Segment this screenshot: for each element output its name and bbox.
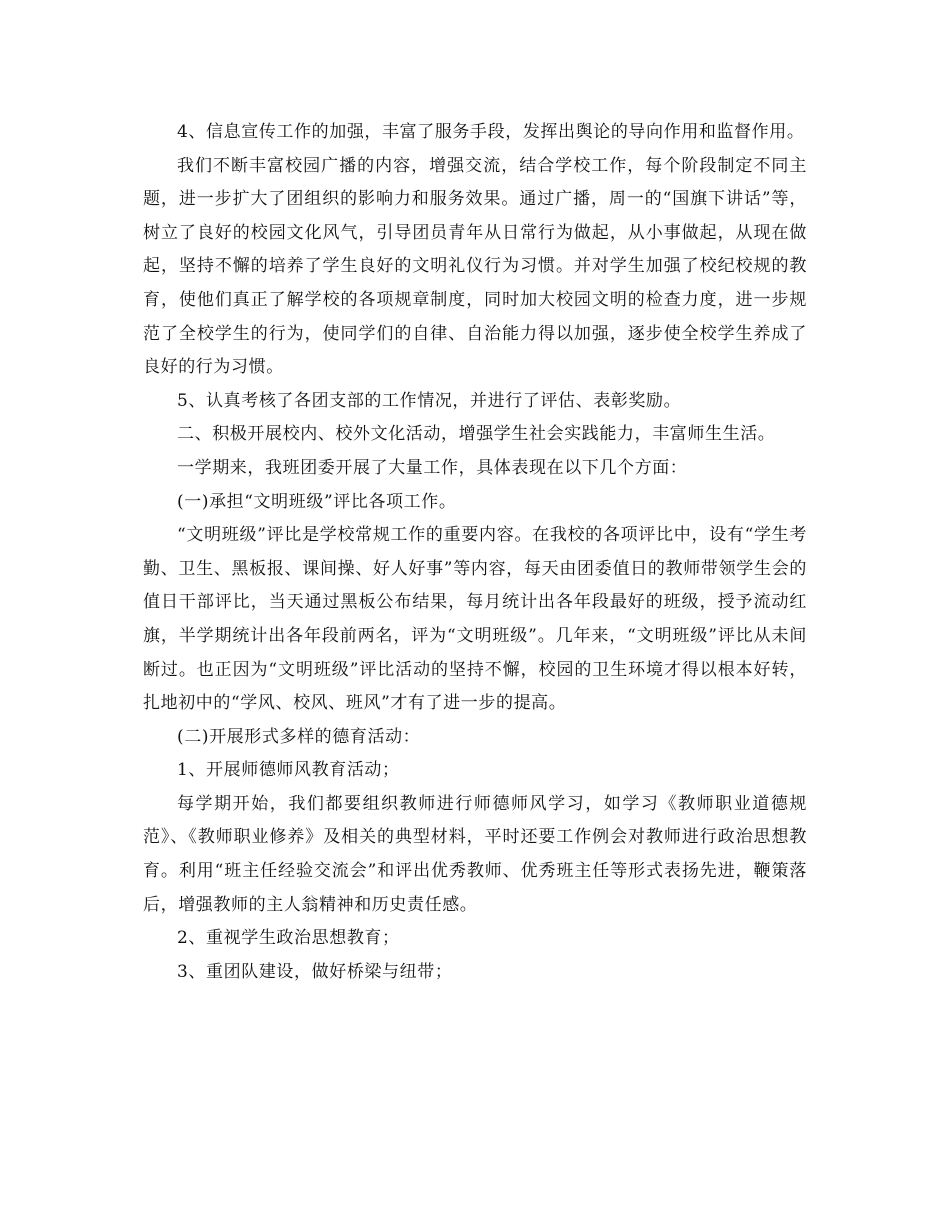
- paragraph-item-4: 4、信息宣传工作的加强，丰富了服务手段，发挥出舆论的导向作用和监督作用。: [177, 122, 805, 142]
- paragraph-student-education: 2、重视学生政治思想教育；: [177, 928, 400, 949]
- paragraph-campus-broadcast: 我们不断丰富校园广播的内容，增强交流，结合学校工作，每个阶段制定不同主题，进一步扩大了团组织的影响力和服务效果。通过广播，周一的“国旗下讲话”等，树立了良好的校园文化风气，引导团员青年从日常行为做起，从小事做起，从现在做起，坚持不懈的培养了学生良好的文明礼仪行为习惯。并对学生加强了校纪校规的教育，使他们真正了解学校的各项规章制度，同时加大校园文明的检查力度，进一步规范了全校学生的行为，使同学们的自律、自治能力得以加强，逐步使全校学生养成了良好的行为习惯。: [143, 155, 807, 378]
- paragraph-semester-summary: 一学期来，我班团委开展了大量工作，具体表现在以下几个方面：: [177, 457, 688, 478]
- paragraph-civilized-class: “文明班级”评比是学校常规工作的重要内容。在我校的各项评比中，设有“学生考勤、卫生、黑板报、课间操、好人好事”等内容，每天由团委值日的教师带领学生会的值日干部评比，当天通过黑板公布结果，每月统计出各年段最好的班级，授予流动红旗，半学期统计出各年段前两名，评为“文明班级”。几年来，“文明班级”评比从未间断过。也正因为“文明班级”评比活动的坚持不懈，校园的卫生环境才得以根本好转，扎地初中的“学风、校风、班风”才有了进一步的提高。: [143, 525, 807, 714]
- paragraph-section-two: 二、积极开展校内、校外文化活动，增强学生社会实践能力，丰富师生生活。: [177, 424, 776, 445]
- paragraph-item-5: 5、认真考核了各团支部的工作情况，并进行了评估、表彰奖励。: [177, 390, 682, 411]
- paragraph-teacher-ethics-body: 每学期开始，我们都要组织教师进行师德师风学习，如学习《教师职业道德规范》、《教师职业修养》及相关的典型材料，平时还要工作例会对教师进行政治思想教育。利用“班主任经验交流会”和评出优秀教师、优秀班主任等形式表扬先进，鞭策落后，增强教师的主人翁精神和历史责任感。: [143, 793, 807, 915]
- paragraph-teacher-ethics-title: 1、开展师德师风教育活动；: [177, 760, 400, 781]
- paragraph-team-building: 3、重团队建设，做好桥梁与纽带；: [177, 961, 453, 982]
- paragraph-subsection-one: (一)承担“文明班级”评比各项工作。: [177, 491, 457, 512]
- document-body: [143, 116, 807, 989]
- paragraph-subsection-two: (二)开展形式多样的德育活动：: [177, 726, 421, 747]
